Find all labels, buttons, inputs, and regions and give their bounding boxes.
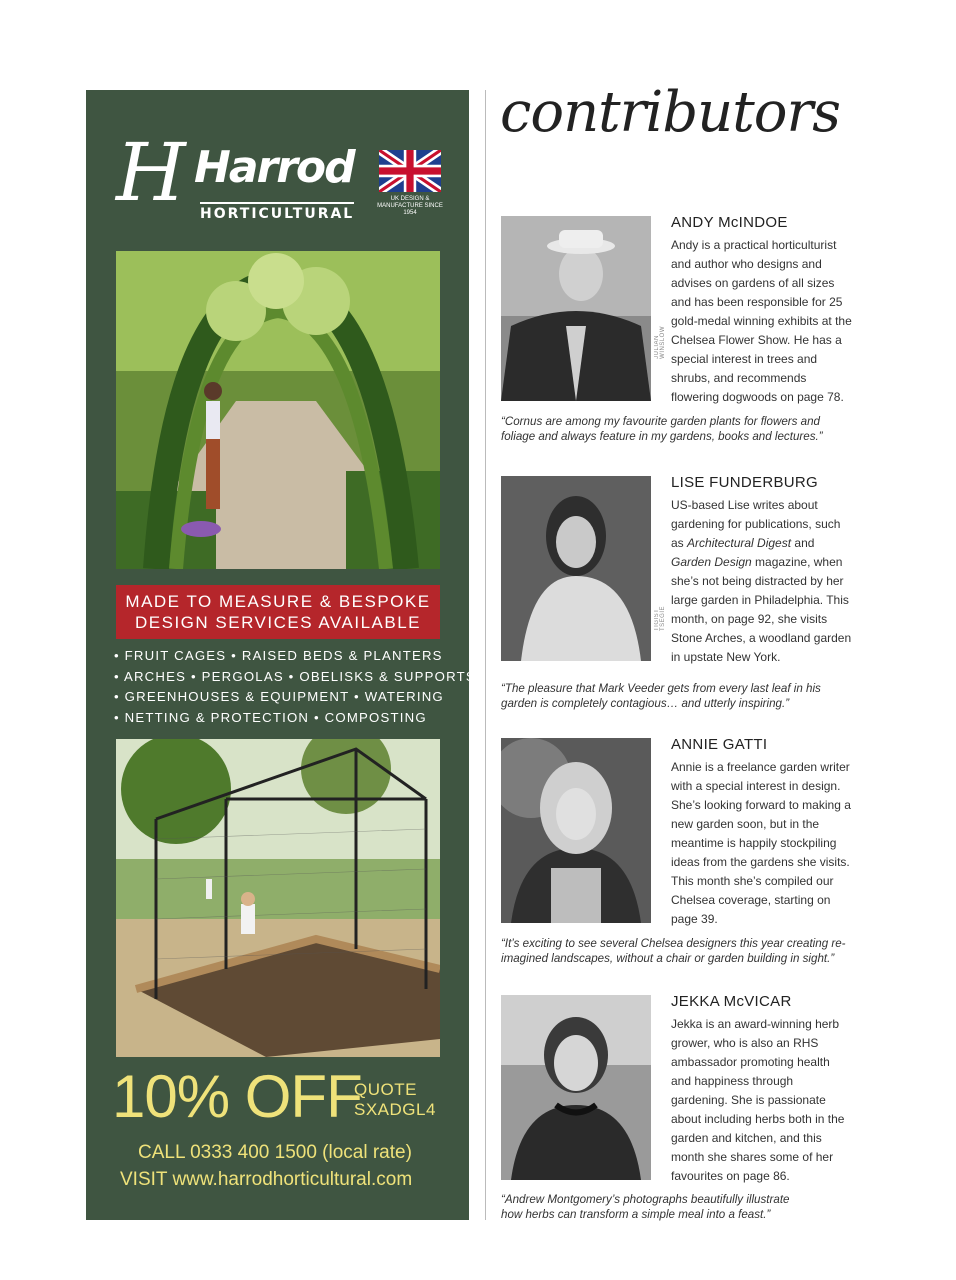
photo-credit: TIGIST TSEGIE [654,605,666,631]
publication-title: Garden Design [671,555,752,569]
publication-title: Architectural Digest [687,536,792,550]
logo-monogram: H [116,126,180,219]
service-line: • FRUIT CAGES • RAISED BEDS & PLANTERS [114,648,443,663]
banner-line-1: MADE TO MEASURE & BESPOKE [125,592,431,611]
bio-text: US-based Lise writes about gardening for publications, such as [671,498,841,550]
contributor-bio: Andy is a practical horticulturist and author who designs and advises on gardens of all sizes and has been responsible for 25 gold-medal winning exhibits at the Chelsea Flower Show. He has a special interest in trees and shrubs, and recommends flowering dogwoods on page 78. [671,238,852,404]
logo-wordmark: Harrod [194,142,354,193]
service-line: • NETTING & PROTECTION • COMPOSTING [114,709,427,725]
contributor-quote [501,414,851,444]
services-list [114,646,476,728]
website-link[interactable]: VISIT www.harrodhorticultural.com [120,1169,413,1190]
discount-offer: 10% OFF [112,1063,362,1130]
contributor-bio [671,496,853,667]
contributor-name: ANNIE GATTI [671,736,768,753]
contributor-quote [501,1192,851,1222]
quote-label: QUOTE [354,1080,417,1099]
contributor-bio: Annie is a freelance garden writer with a special interest in design. She’s looking forward to making a new garden soon, but in the meantime is happily stockpiling ideas from the gardens she visits. This month she’s compiled our Chelsea coverage, starting on page 39. [671,760,851,926]
bio-text: magazine, when she’s not being distracted by her large garden in Philadelphia. This month, on page 92, she visits Stone Arches, a woodland garden in upstate New York. [671,555,852,664]
contributor-quote [501,681,851,711]
garden-arch-photo [116,251,440,569]
harrod-logo[interactable] [116,126,355,228]
flag-caption: UK DESIGN & MANUFACTURE SINCE 1954 [377,196,443,216]
banner-line-2: DESIGN SERVICES AVAILABLE [135,613,421,632]
quote-line: “The pleasure that Mark Veeder gets from every last leaf in his [501,682,821,695]
contributor-portrait [501,476,651,661]
union-jack-flag-icon [379,150,441,192]
contributor-bio: Jekka is an award-winning herb grower, who is also an RHS ambassador promoting health and happiness through gardening. She is passionate about including herbs both in the garden and kitchen, and this month she shares some of her favourites on page 86. [671,1017,845,1183]
phone-number[interactable]: CALL 0333 400 1500 (local rate) [138,1142,412,1163]
contributor-quote [501,936,851,966]
quote-line: how herbs can transform a simple meal into a feast.” [501,1208,771,1221]
column-divider [485,90,486,1220]
fruit-cage-photo [116,739,440,1057]
service-line: • GREENHOUSES & EQUIPMENT • WATERING [114,689,444,704]
promo-code [354,1080,436,1120]
quote-line: foliage and always feature in my gardens, books and lectures.” [501,430,823,443]
page-title: contributors [500,80,840,145]
service-line: • ARCHES • PERGOLAS • OBELISKS & SUPPORTS [114,668,476,684]
quote-line: imagined landscapes, without a chair or garden building in sight.” [501,952,835,965]
contributor-portrait [501,995,651,1180]
contributor-name: JEKKA McVICAR [671,993,792,1010]
contributor-name: LISE FUNDERBURG [671,474,819,491]
contributor-name: ANDY McINDOE [671,214,788,231]
harrod-advertisement [86,90,476,1220]
contributor-portrait [501,738,651,923]
contributor-portrait [501,216,651,401]
quote-line: “It’s exciting to see several Chelsea designers this year creating re- [501,937,846,950]
bio-text: and [791,536,815,550]
logo-subtitle: HORTICULTURAL [200,202,354,222]
quote-code: SXADGL4 [354,1100,436,1119]
quote-line: “Andrew Montgomery’s photographs beautifully illustrate [501,1193,790,1206]
quote-line: garden is completely contagious… and utterly inspiring.” [501,697,790,710]
quote-line: “Cornus are among my favourite garden plants for flowers and [501,415,820,428]
bespoke-services-banner [116,585,440,639]
photo-credit: JULIAN WINSLOW [654,325,666,359]
